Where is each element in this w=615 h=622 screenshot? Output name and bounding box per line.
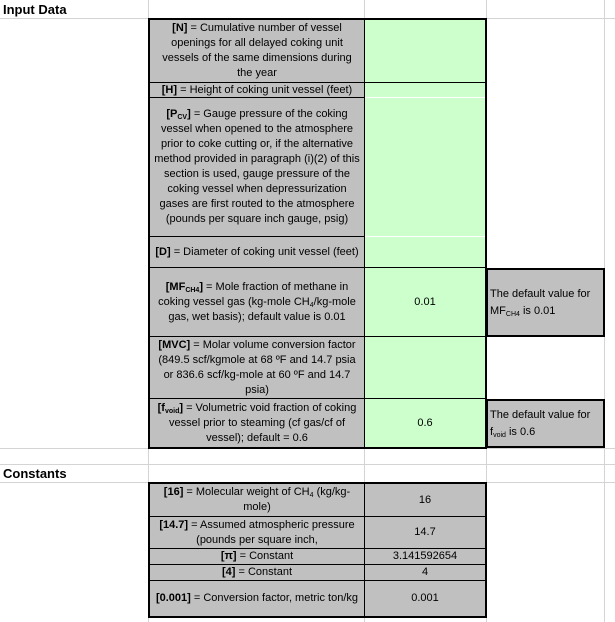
- gridline: [148, 0, 149, 622]
- row-divider: [148, 267, 487, 268]
- constant-label-14-7: [14.7] = Assumed atmospheric pressure (pounds per square inch,: [150, 517, 364, 548]
- input-value-pcv[interactable]: [365, 98, 485, 236]
- constant-label-0-001: [0.001] = Conversion factor, metric ton/kg: [150, 581, 364, 616]
- row-divider: [148, 580, 487, 581]
- input-value-mfch4[interactable]: 0.01: [365, 268, 485, 336]
- gridline: [0, 464, 615, 465]
- note-default-fvoid: The default value for $f_{void}$ is 0.6: [487, 401, 603, 446]
- constant-value-14-7: 14.7: [365, 517, 485, 548]
- input-value-n[interactable]: [365, 20, 485, 82]
- input-value-h[interactable]: [365, 83, 485, 97]
- input-label-mfch4: $[MF_{CH4}]$ = Mole fraction of methane in coking vessel gas (kg-mole $CH_4/kg$-mole gas, wet basis); default value is 0.01: [150, 268, 364, 336]
- constant-value-4: 4: [365, 565, 485, 580]
- gridline: [0, 18, 615, 19]
- constant-value-0-001: 0.001: [365, 581, 485, 616]
- row-divider: [148, 398, 487, 399]
- row-divider: [148, 548, 487, 549]
- row-divider: [148, 236, 364, 237]
- input-value-d[interactable]: [365, 237, 485, 267]
- row-divider: [148, 564, 487, 565]
- gridline: [0, 448, 615, 449]
- gridline: [604, 0, 605, 622]
- row-divider: [148, 97, 364, 98]
- constants-heading: Constants: [3, 466, 67, 481]
- row-divider: [148, 82, 487, 83]
- input-label-pcv: $[P_{CV}]$ = Gauge pressure of the coking vessel when opened to the atmosphere prior to coke cutting or, if the alternative method provided in paragraph (i)(2) of this section is used, gauge pressure of the coking vessel when depressurization gases are first routed to the atmosphere (pounds per square inch gauge, psig): [150, 98, 364, 236]
- input-label-n: [N] = Cumulative number of vessel openings for all delayed coking unit vessels of the same dimensions during the year: [150, 20, 364, 82]
- note-default-mfch4: The default value for $MF_{CH4}$ is 0.01: [487, 270, 603, 335]
- constant-label-pi: [π] = Constant: [150, 549, 364, 564]
- input-label-d: [D] = Diameter of coking unit vessel (feet): [150, 237, 364, 267]
- row-divider: [148, 516, 487, 517]
- row-divider: [148, 336, 487, 337]
- input-label-h: [H] = Height of coking unit vessel (feet): [150, 83, 364, 97]
- input-label-mvc: [MVC] = Molar volume conversion factor (849.5 scf/kgmole at 68 ºF and 14.7 psia or 836.6 scf/kg-mole at 60 ºF and 14.7 psia): [150, 337, 364, 398]
- constant-label-16: [16] = Molecular weight of $CH_4$ (kg/kg-mole): [150, 484, 364, 516]
- constant-value-pi: 3.141592654: [365, 549, 485, 564]
- input-value-mvc[interactable]: [365, 337, 485, 398]
- input-label-fvoid: $[f_{void}]$ = Volumetric void fraction of coking vessel prior to steaming (cf gas/cf of vessel); default = 0.6: [150, 399, 364, 447]
- column-divider: [364, 482, 365, 618]
- constant-label-4: [4] = Constant: [150, 565, 364, 580]
- input-data-heading: Input Data: [3, 2, 67, 17]
- constant-value-16: 16: [365, 484, 485, 516]
- input-value-fvoid[interactable]: 0.6: [365, 399, 485, 447]
- gridline: [0, 482, 615, 483]
